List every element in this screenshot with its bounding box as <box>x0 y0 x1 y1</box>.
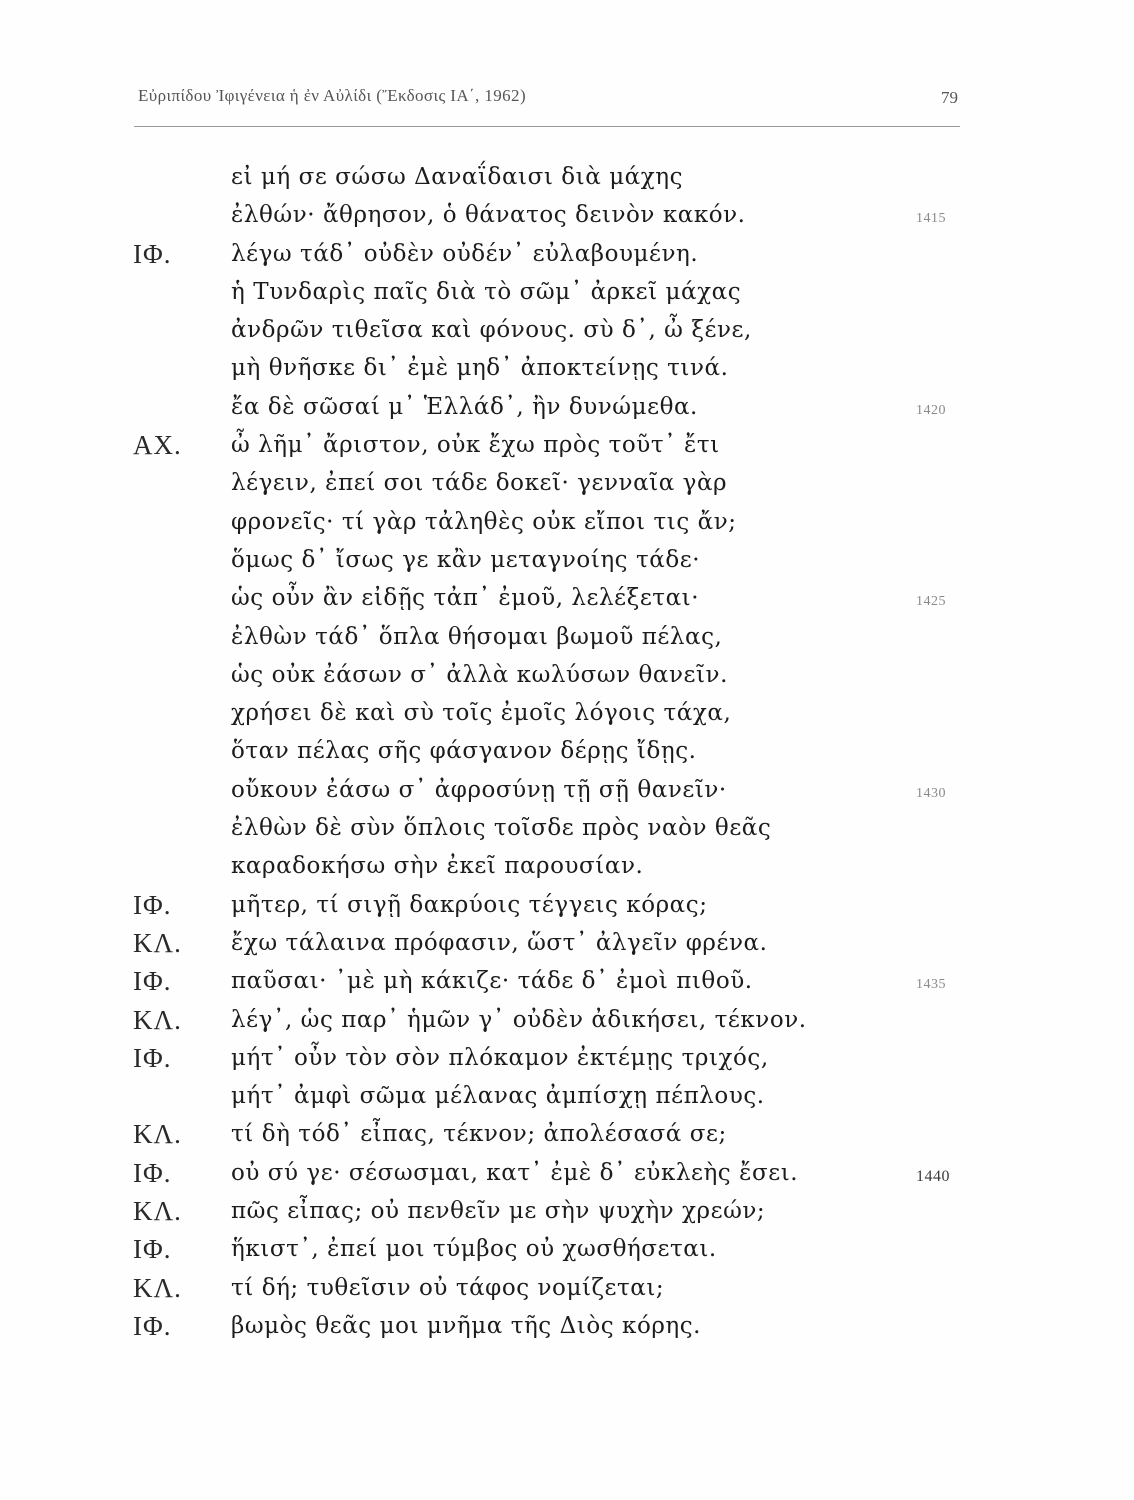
verse-line <box>0 1230 1134 1268</box>
verse-text: μήτ᾽ οὖν τὸν σὸν πλόκαμον ἐκτέμῃς τριχός, <box>231 1044 769 1071</box>
verse-text: ἀνδρῶν τιθεῖσα καὶ φόνους. σὺ δ᾽, ὦ ξένε, <box>231 317 752 344</box>
verse-text: φρονεῖς· τί γὰρ τἀληθὲς οὐκ εἴποι τις ἄν; <box>231 508 737 535</box>
verse-line <box>0 1192 1134 1230</box>
speaker-label: ΚΛ. <box>133 927 182 958</box>
line-number: 1430 <box>916 785 946 801</box>
verse-text: εἰ μή σε σώσω Δαναΐδαισι διὰ μάχης <box>231 164 684 190</box>
speaker-label: ΙΦ. <box>133 1310 172 1341</box>
speaker-label: ΙΦ. <box>133 889 172 920</box>
line-number: 1420 <box>916 402 946 418</box>
verse-text: βωμὸς θεᾶς μοι μνῆμα τῆς Διὸς κόρης. <box>231 1312 702 1339</box>
verse-line <box>0 273 1134 311</box>
verse-line <box>0 886 1134 924</box>
line-number: 1425 <box>916 594 946 610</box>
verse-text: μῆτερ, τί σιγῇ δακρύοις τέγγεις κόρας; <box>231 891 708 918</box>
verse-line <box>0 1001 1134 1039</box>
speaker-label: ΚΛ. <box>133 1196 182 1227</box>
speaker-label: ΑΧ. <box>133 430 182 461</box>
verse-line <box>0 656 1134 694</box>
verse-text: παῦσαι· ᾽μὲ μὴ κάκιζε· τάδε δ᾽ ἐμοὶ πιθοῦ. <box>231 968 753 995</box>
verse-text: μὴ θνῆσκε δι᾽ ἐμὲ μηδ᾽ ἀποκτείνῃς τινά. <box>231 355 729 382</box>
verse-text: ὅταν πέλας σῆς φάσγανον δέρῃς ἴδῃς. <box>231 738 697 765</box>
verse-line <box>0 1115 1134 1153</box>
verse-text: ἐλθὼν τάδ᾽ ὅπλα θήσομαι βωμοῦ πέλας, <box>231 623 723 650</box>
verse-text: οὐ σύ γε· σέσωσμαι, κατ᾽ ἐμὲ δ᾽ εὐκλεὴς ἔσει. <box>231 1159 799 1186</box>
verse-line <box>0 1154 1134 1192</box>
verse-line <box>0 426 1134 464</box>
verse-line <box>0 503 1134 541</box>
speaker-label: ΙΦ. <box>133 966 172 997</box>
speaker-label: ΚΛ. <box>133 1272 182 1303</box>
line-number: 1415 <box>916 211 946 227</box>
speaker-label: ΙΦ. <box>133 1042 172 1073</box>
speaker-label: ΚΛ. <box>133 1004 182 1035</box>
header-rule <box>134 126 960 127</box>
verse-line <box>0 464 1134 502</box>
verse-line <box>0 349 1134 387</box>
verse-text: πῶς εἶπας; οὐ πενθεῖν με σὴν ψυχὴν χρεών; <box>231 1198 766 1225</box>
verse-line <box>0 1077 1134 1115</box>
line-number: 1435 <box>916 977 946 993</box>
verse-line <box>0 1307 1134 1345</box>
verse-line <box>0 809 1134 847</box>
verse-line <box>0 771 1134 809</box>
verse-line <box>0 541 1134 579</box>
speaker-label: ΙΦ. <box>133 1157 172 1188</box>
verse-text: ἡ Τυνδαρὶς παῖς διὰ τὸ σῶμ᾽ ἀρκεῖ μάχας <box>231 278 742 305</box>
verse-line <box>0 924 1134 962</box>
verse-line <box>0 1269 1134 1307</box>
verse-text: μήτ᾽ ἀμφὶ σῶμα μέλανας ἀμπίσχῃ πέπλους. <box>231 1083 765 1110</box>
speaker-label: ΚΛ. <box>133 1119 182 1150</box>
verse-text: τί δὴ τόδ᾽ εἶπας, τέκνον; ἀπολέσασά σε; <box>231 1121 727 1148</box>
verse-text: ὅμως δ᾽ ἴσως γε κἂν μεταγνοίης τάδε· <box>231 546 701 573</box>
verse-line <box>0 311 1134 349</box>
verse-line <box>0 962 1134 1000</box>
line-number: 1440 <box>916 1167 950 1185</box>
verse-text: λέγ᾽, ὡς παρ᾽ ἡμῶν γ᾽ οὐδὲν ἀδικήσει, τέκνον. <box>231 1006 807 1033</box>
speaker-label: ΙΦ. <box>133 238 172 269</box>
verse-line <box>0 694 1134 732</box>
verse-line <box>0 158 1134 196</box>
verse-line <box>0 847 1134 885</box>
verse-text: ἔα δὲ σῶσαί μ᾽ Ἑλλάδ᾽, ἢν δυνώμεθα. <box>231 393 698 420</box>
verse-line <box>0 618 1134 656</box>
verse-text: οὔκουν ἐάσω σ᾽ ἀφροσύνῃ τῇ σῇ θανεῖν· <box>231 776 727 803</box>
verse-line <box>0 732 1134 770</box>
verse-text: χρήσει δὲ καὶ σὺ τοῖς ἐμοῖς λόγοις τάχα, <box>231 700 732 727</box>
verse-text: καραδοκήσω σὴν ἐκεῖ παρουσίαν. <box>231 853 644 880</box>
running-head: Εὐριπίδου Ἰφιγένεια ἡ ἐν Αὐλίδι (Ἔκδοσις ΙΑ΄, 1962) <box>138 86 527 105</box>
verse-line <box>0 388 1134 426</box>
verse-line <box>0 1039 1134 1077</box>
verse-text: τί δή; τυθεῖσιν οὐ τάφος νομίζεται; <box>231 1274 665 1301</box>
verse-line <box>0 235 1134 273</box>
page-number: 79 <box>941 88 958 107</box>
verse-line <box>0 196 1134 234</box>
verse-text: ὡς οὖν ἂν εἰδῇς τἀπ᾽ ἐμοῦ, λελέξεται· <box>231 585 700 612</box>
verse-text: ὡς οὐκ ἐάσων σ᾽ ἀλλὰ κωλύσων θανεῖν. <box>231 661 728 688</box>
verse-text: ἐλθών· ἄθρησον, ὁ θάνατος δεινὸν κακόν. <box>231 202 746 229</box>
verse-text: ἐλθὼν δὲ σὺν ὅπλοις τοῖσδε πρὸς ναὸν θεᾶς <box>231 815 772 842</box>
verse-text: ἥκιστ᾽, ἐπεί μοι τύμβος οὐ χωσθήσεται. <box>231 1236 717 1263</box>
verse-block <box>0 158 1134 1345</box>
verse-line <box>0 579 1134 617</box>
verse-text: ἔχω τάλαινα πρόφασιν, ὥστ᾽ ἀλγεῖν φρένα. <box>231 929 768 956</box>
verse-text: ὦ λῆμ᾽ ἄριστον, οὐκ ἔχω πρὸς τοῦτ᾽ ἔτι <box>231 432 720 459</box>
verse-text: λέγειν, ἐπεί σοι τάδε δοκεῖ· γενναῖα γὰρ <box>231 470 728 497</box>
verse-text: λέγω τάδ᾽ οὐδὲν οὐδέν᾽ εὐλαβουμένη. <box>231 240 699 267</box>
speaker-label: ΙΦ. <box>133 1234 172 1265</box>
